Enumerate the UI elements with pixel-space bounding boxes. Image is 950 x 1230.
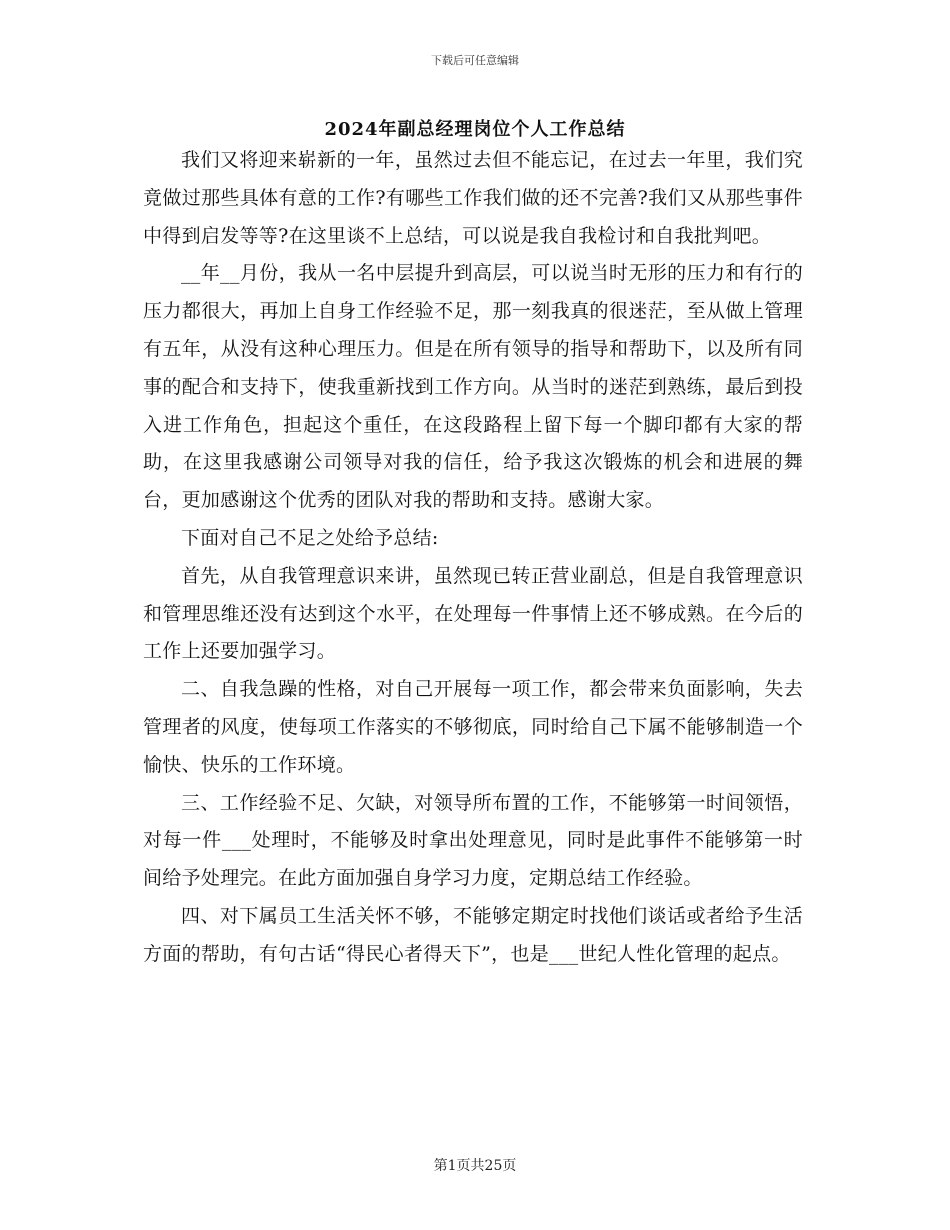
paragraph: 三、工作经验不足、欠缺，对领导所布置的工作，不能够第一时间领悟，对每一件___处理时，不能够及时拿出处理意见，同时是此事件不能够第一时间给予处理完。在此方面加强自身学习力度，定期总结工作经验。 [143, 791, 803, 890]
paragraph: 我们又将迎来崭新的一年，虽然过去但不能忘记，在过去一年里，我们究竟做过那些具体有意的工作?有哪些工作我们做的还不完善?我们又从那些事件中得到启发等等?在这里谈不上总结，可以说是我自我检讨和自我批判吧。 [143, 149, 803, 247]
page-number-footer: 第1页共25页 [433, 1158, 517, 1174]
paragraph: 首先，从自我管理意识来讲，虽然现已转正营业副总，但是自我管理意识和管理思维还没有达到这个水平，在处理每一件事情上还不够成熟。在今后的工作上还要加强学习。 [143, 564, 803, 663]
document-title: 2024年副总经理岗位个人工作总结 [324, 119, 626, 140]
document-body [143, 142, 803, 974]
paragraph: __年__月份，我从一名中层提升到高层，可以说当时无形的压力和有行的压力都很大，再加上自身工作经验不足，那一刻我真的很迷茫，至从做上管理有五年，从没有这种心理压力。但是在所有领导的指导和帮助下，以及所有同事的配合和支持下，使我重新找到工作方向。从当时的迷茫到熟练，最后到投入进工作角色，担起这个重任，在这段路程上留下每一个脚印都有大家的帮助，在这里我感谢公司领导对我的信任，给予我这次锻炼的机会和进展的舞台，更加感谢这个优秀的团队对我的帮助和支持。感谢大家。 [143, 262, 803, 512]
header-note: 下载后可任意编辑 [431, 54, 519, 67]
paragraph: 四、对下属员工生活关怀不够，不能够定期定时找他们谈话或者给予生活方面的帮助，有句古话“得民心者得天下”，也是___世纪人性化管理的起点。 [143, 904, 803, 965]
paragraph: 二、自我急躁的性格，对自己开展每一项工作，都会带来负面影响，失去管理者的风度，使每项工作落实的不够彻底，同时给自己下属不能够制造一个愉快、快乐的工作环境。 [143, 678, 803, 776]
paragraph: 下面对自己不足之处给予总结: [181, 526, 439, 549]
